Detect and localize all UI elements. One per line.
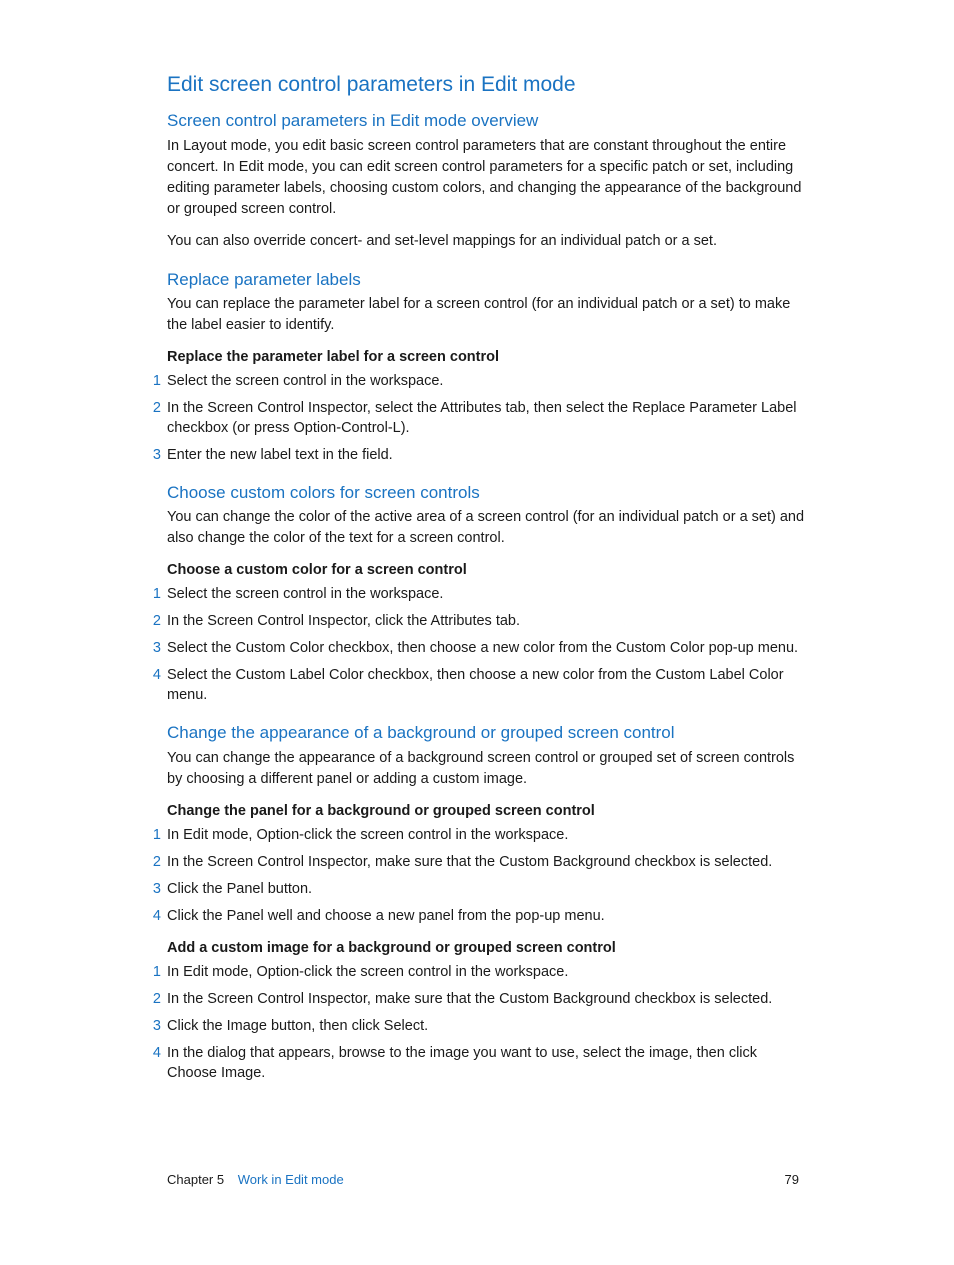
- section-background-appearance: [152, 723, 807, 1082]
- step-text: In the Screen Control Inspector, make sure that the Custom Background checkbox is selected.: [167, 853, 773, 870]
- page-title: Edit screen control parameters in Edit mode: [167, 73, 576, 96]
- step-number: 2: [152, 990, 161, 1007]
- chapter-title-link[interactable]: Work in Edit mode: [237, 1172, 344, 1187]
- paragraph: In Layout mode, you edit basic screen control parameters that are constant throughout the entire concert. In Edit mode, you can edit screen control parameters for a specific patch or set, including editing parameter labels, choosing custom colors, and changing the appearance of the background or grouped screen control.: [167, 137, 802, 217]
- step-number: 2: [152, 613, 161, 630]
- paragraph: You can change the appearance of a background screen control or grouped set of screen controls by choosing a different panel or adding a custom image.: [167, 749, 795, 787]
- step-number: 3: [152, 1017, 161, 1034]
- step-number: 3: [152, 880, 161, 897]
- step-number: 1: [152, 826, 161, 843]
- step-text: Click the Panel well and choose a new panel from the pop-up menu.: [167, 907, 605, 924]
- step-item: [152, 638, 807, 658]
- step-item: [152, 584, 807, 604]
- step-number: 2: [152, 399, 161, 416]
- section-heading: Replace parameter labels: [167, 269, 361, 289]
- step-item: [152, 1016, 807, 1036]
- step-number: 1: [152, 372, 161, 389]
- step-number: 4: [152, 907, 161, 924]
- step-number: 1: [152, 586, 161, 603]
- step-text: In Edit mode, Option-click the screen control in the workspace.: [167, 963, 569, 980]
- step-number: 1: [152, 963, 161, 980]
- step-number: 4: [152, 1044, 161, 1061]
- step-item: [152, 665, 807, 705]
- step-number: 4: [152, 667, 161, 684]
- task-title: Replace the parameter label for a screen control: [167, 348, 500, 365]
- step-text: In Edit mode, Option-click the screen control in the workspace.: [167, 826, 569, 843]
- step-item: [152, 371, 807, 391]
- task-title: Change the panel for a background or grouped screen control: [167, 802, 595, 819]
- section-overview: [167, 111, 807, 251]
- step-text: Click the Panel button.: [167, 880, 313, 897]
- step-item: [152, 879, 807, 899]
- page-number: 79: [784, 1172, 799, 1187]
- chapter-label: Chapter 5: [167, 1172, 225, 1187]
- step-item: [152, 611, 807, 631]
- step-list: [152, 825, 807, 926]
- paragraph: You can replace the parameter label for a screen control (for an individual patch or a set) to make the label easier to identify.: [167, 295, 791, 333]
- step-item: [152, 906, 807, 926]
- step-list: [152, 962, 807, 1083]
- task-title: Add a custom image for a background or grouped screen control: [167, 939, 616, 956]
- section-replace-labels: [152, 269, 807, 465]
- step-text: Select the screen control in the workspace.: [167, 372, 444, 389]
- step-text: In the Screen Control Inspector, select the Attributes tab, then select the Replace Parameter Label checkbox (or press Option-Control-L).: [167, 399, 797, 436]
- step-number: 2: [152, 853, 161, 870]
- step-list: [152, 584, 807, 705]
- step-item: [152, 445, 807, 465]
- step-text: In the dialog that appears, browse to the image you want to use, select the image, then click Choose Image.: [167, 1044, 758, 1081]
- paragraph: You can also override concert- and set-level mappings for an individual patch or a set.: [167, 232, 717, 249]
- step-text: Click the Image button, then click Select.: [167, 1017, 429, 1034]
- page-content: [152, 72, 807, 1101]
- step-text: Select the Custom Label Color checkbox, then choose a new color from the Custom Label Color menu.: [167, 667, 784, 704]
- step-item: [152, 989, 807, 1009]
- step-number: 3: [152, 446, 161, 463]
- section-heading: Screen control parameters in Edit mode overview: [167, 111, 539, 131]
- step-text: Enter the new label text in the field.: [167, 446, 393, 463]
- section-heading: Choose custom colors for screen controls: [167, 482, 480, 502]
- step-item: [152, 825, 807, 845]
- step-text: In the Screen Control Inspector, make sure that the Custom Background checkbox is selected.: [167, 990, 773, 1007]
- step-item: [152, 962, 807, 982]
- section-heading: Change the appearance of a background or grouped screen control: [167, 723, 675, 743]
- step-text: In the Screen Control Inspector, click the Attributes tab.: [167, 613, 521, 630]
- step-item: [152, 1043, 807, 1083]
- step-item: [152, 852, 807, 872]
- section-custom-colors: [152, 482, 807, 705]
- step-number: 3: [152, 640, 161, 657]
- paragraph: You can change the color of the active area of a screen control (for an individual patch or a set) and also change the color of the text for a screen control.: [167, 509, 805, 547]
- step-text: Select the Custom Color checkbox, then choose a new color from the Custom Color pop-up menu.: [167, 640, 799, 657]
- task-title: Choose a custom color for a screen control: [167, 562, 467, 579]
- step-text: Select the screen control in the workspace.: [167, 586, 444, 603]
- step-list: [152, 371, 807, 465]
- step-item: [152, 398, 807, 438]
- page-footer: [167, 1172, 799, 1187]
